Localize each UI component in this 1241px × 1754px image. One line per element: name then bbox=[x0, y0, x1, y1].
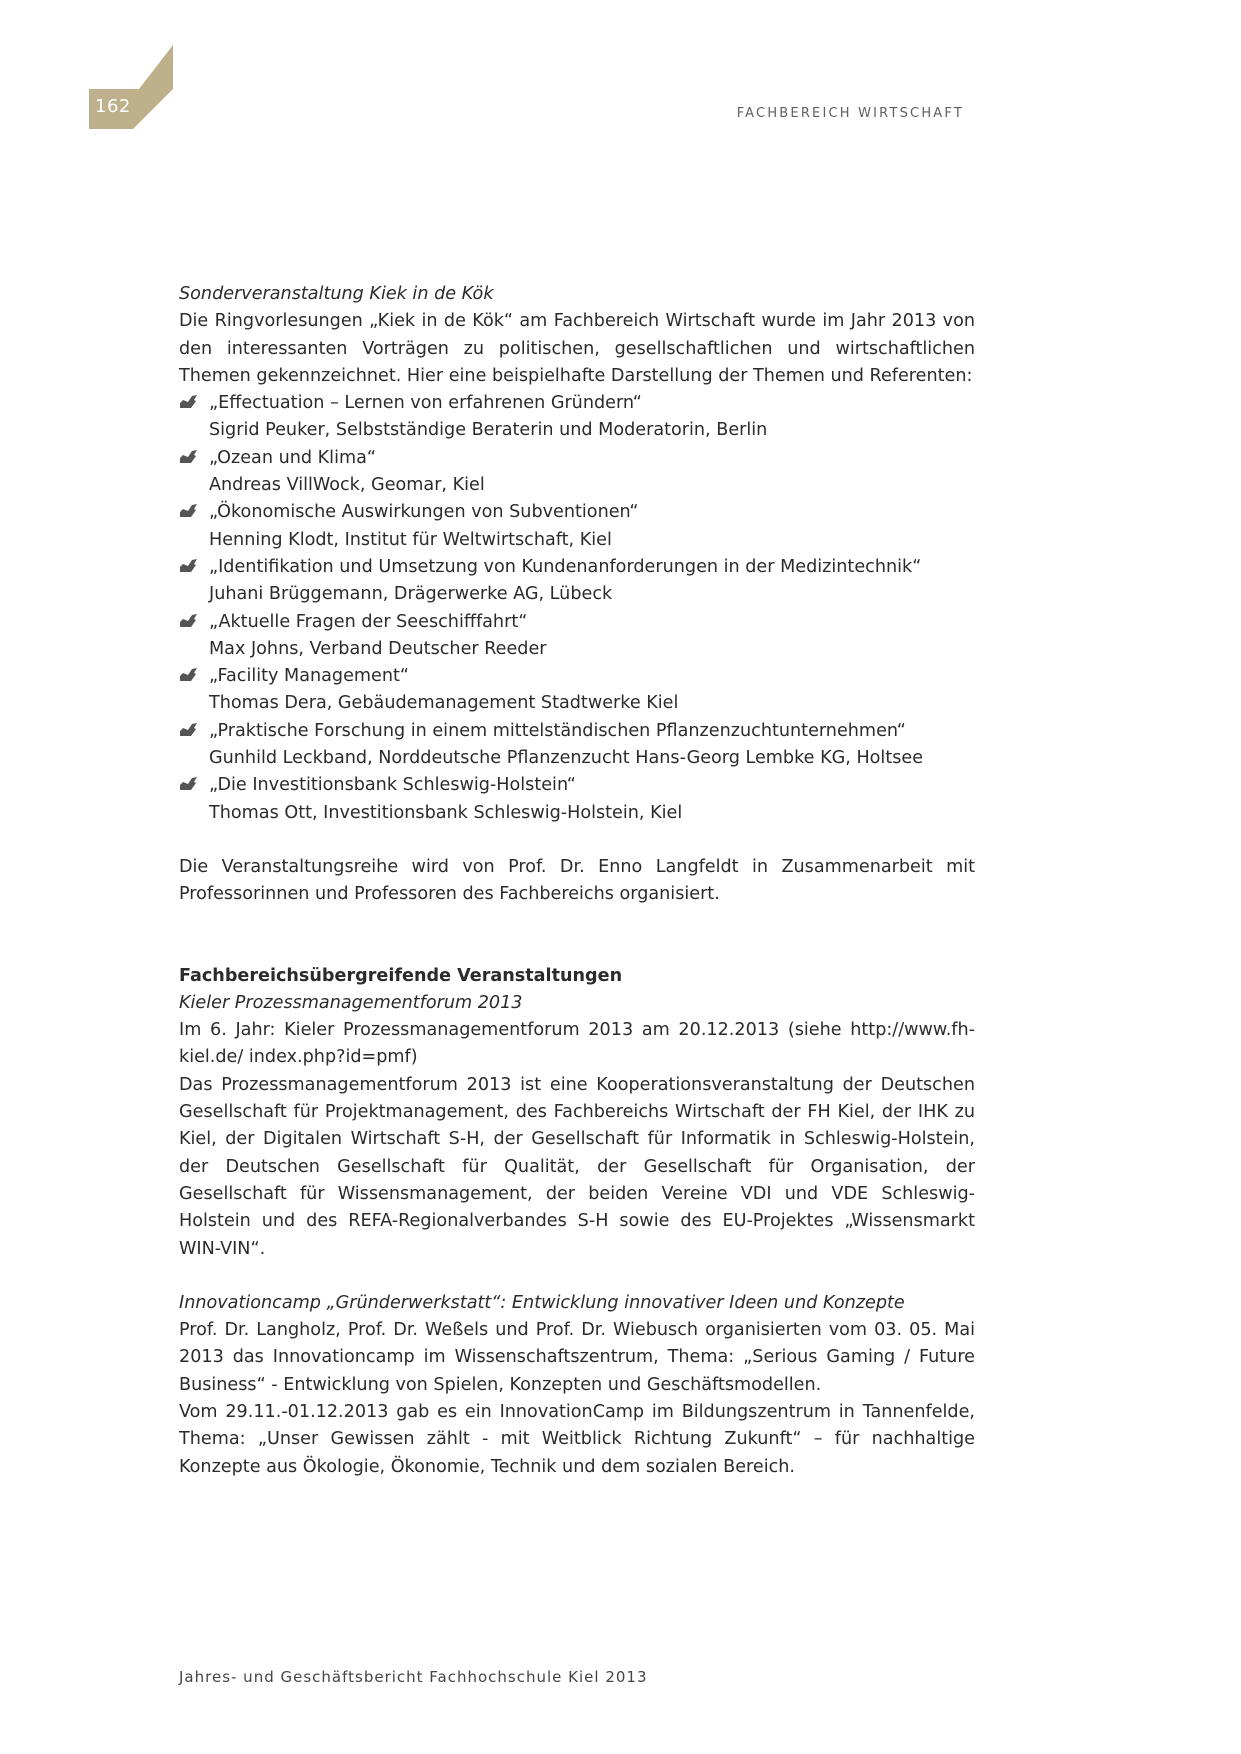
arrow-bullet-icon bbox=[179, 558, 198, 574]
arrow-bullet-icon bbox=[179, 667, 198, 683]
page-number: 162 bbox=[95, 96, 131, 117]
talk-title: „Die Investitionsbank Schleswig-Holstein“ bbox=[209, 775, 576, 796]
talk-item bbox=[179, 390, 975, 445]
talk-speaker: Henning Klodt, Institut für Weltwirtschaft, Kiel bbox=[209, 529, 612, 550]
arrow-bullet-icon bbox=[179, 503, 198, 519]
closing-paragraph: Die Veranstaltungsreihe wird von Prof. Dr. Enno Langfeldt in Zusammenarbeit mit Professorinnen und Professoren des Fachbereichs organisiert. bbox=[179, 856, 975, 905]
main-content bbox=[179, 281, 975, 1481]
talk-speaker: Max Johns, Verband Deutscher Reeder bbox=[209, 638, 547, 659]
page-footer: Jahres- und Geschäftsbericht Fachhochschule Kiel 2013 bbox=[179, 1668, 648, 1686]
talk-speaker: Sigrid Peuker, Selbstständige Beraterin und Moderatorin, Berlin bbox=[209, 420, 768, 441]
talk-title: „Ozean und Klima“ bbox=[209, 447, 376, 468]
forum-paragraph-2: Das Prozessmanagementforum 2013 ist eine Kooperationsveranstaltung der Deutschen Gesellschaft für Projektmanagement, des Fachbereichs Wirtschaft der FH Kiel, der IHK zu Kiel, der Digitalen Wirtschaft S-H, der Gesellschaft für Informatik in Schleswig-Holstein, der Deutschen Gesellschaft für Qualität, der Gesellschaft für Organisation, der Gesellschaft für Wissensmanagement, der beiden Vereine VDI und VDE Schleswig-Holstein und des REFA-Regionalverbandes S-H sowie des EU-Projektes „Wissensmarkt WIN-VIN“. bbox=[179, 1074, 975, 1259]
camp-paragraph-1: Prof. Dr. Langholz, Prof. Dr. Weßels und Prof. Dr. Wiebusch organisierten vom 03. 05. Mai 2013 das Innovationcamp im Wissenschaftszentrum, Thema: „Serious Gaming / Future Business“ - Entwicklung von Spielen, Konzepten und Geschäftsmodellen. bbox=[179, 1320, 975, 1395]
talk-title: „Ökonomische Auswirkungen von Subventionen“ bbox=[209, 502, 639, 523]
talk-speaker: Andreas VillWock, Geomar, Kiel bbox=[209, 475, 485, 496]
talk-title: „Praktische Forschung in einem mittelständischen Pflanzenzuchtunternehmen“ bbox=[209, 720, 906, 741]
subsection-title-forum: Kieler Prozessmanagementforum 2013 bbox=[179, 992, 523, 1013]
talk-title: „Effectuation – Lernen von erfahrenen Gründern“ bbox=[209, 393, 642, 414]
talk-item bbox=[179, 718, 975, 773]
talk-item bbox=[179, 499, 975, 554]
arrow-bullet-icon bbox=[179, 613, 198, 629]
talk-speaker: Thomas Ott, Investitionsbank Schleswig-Holstein, Kiel bbox=[209, 802, 683, 823]
section-title-kiek: Sonderveranstaltung Kiek in de Kök bbox=[179, 284, 494, 304]
intro-paragraph: Die Ringvorlesungen „Kiek in de Kök“ am Fachbereich Wirtschaft wurde im Jahr 2013 von den interessanten Vorträgen zu politischen, gesellschaftlichen und wirtschaftlichen Themen gekennzeichnet. Hier eine beispielhafte Darstellung der Themen und Referenten: bbox=[179, 311, 975, 386]
forum-paragraph-1: Im 6. Jahr: Kieler Prozessmanagementforum 2013 am 20.12.2013 (siehe http://www.fh-kiel.de/ index.php?id=pmf) bbox=[179, 1020, 975, 1068]
talk-item bbox=[179, 772, 975, 827]
talk-speaker: Gunhild Leckband, Norddeutsche Pflanzenzucht Hans-Georg Lembke KG, Holtsee bbox=[209, 748, 924, 769]
talk-title: „Aktuelle Fragen der Seeschifffahrt“ bbox=[209, 611, 528, 632]
running-head: FACHBEREICH WIRTSCHAFT bbox=[736, 106, 964, 121]
talk-title: „Identifikation und Umsetzung von Kundenanforderungen in der Medizintechnik“ bbox=[209, 556, 922, 577]
section-heading-cross: Fachbereichsübergreifende Veranstaltungen bbox=[179, 965, 623, 986]
arrow-bullet-icon bbox=[179, 394, 198, 410]
talk-item bbox=[179, 609, 975, 664]
subsection-title-camp: Innovationcamp „Gründerwerkstatt“: Entwicklung innovativer Ideen und Konzepte bbox=[179, 1292, 905, 1313]
talk-item bbox=[179, 445, 975, 500]
talk-list bbox=[179, 390, 975, 827]
talk-item bbox=[179, 663, 975, 718]
talk-speaker: Thomas Dera, Gebäudemanagement Stadtwerke Kiel bbox=[209, 693, 679, 714]
talk-title: „Facility Management“ bbox=[209, 666, 410, 687]
talk-item bbox=[179, 554, 975, 609]
arrow-bullet-icon bbox=[179, 776, 198, 792]
arrow-bullet-icon bbox=[179, 449, 198, 465]
talk-speaker: Juhani Brüggemann, Drägerwerke AG, Lübeck bbox=[209, 584, 613, 605]
arrow-bullet-icon bbox=[179, 722, 198, 738]
camp-paragraph-2: Vom 29.11.-01.12.2013 gab es ein InnovationCamp im Bildungszentrum in Tannenfelde, Thema: „Unser Gewissen zählt - mit Weitblick Richtung Zukunft“ – für nachhaltige Konzepte aus Ökologie, Ökonomie, Technik und dem sozialen Bereich. bbox=[179, 1401, 975, 1477]
